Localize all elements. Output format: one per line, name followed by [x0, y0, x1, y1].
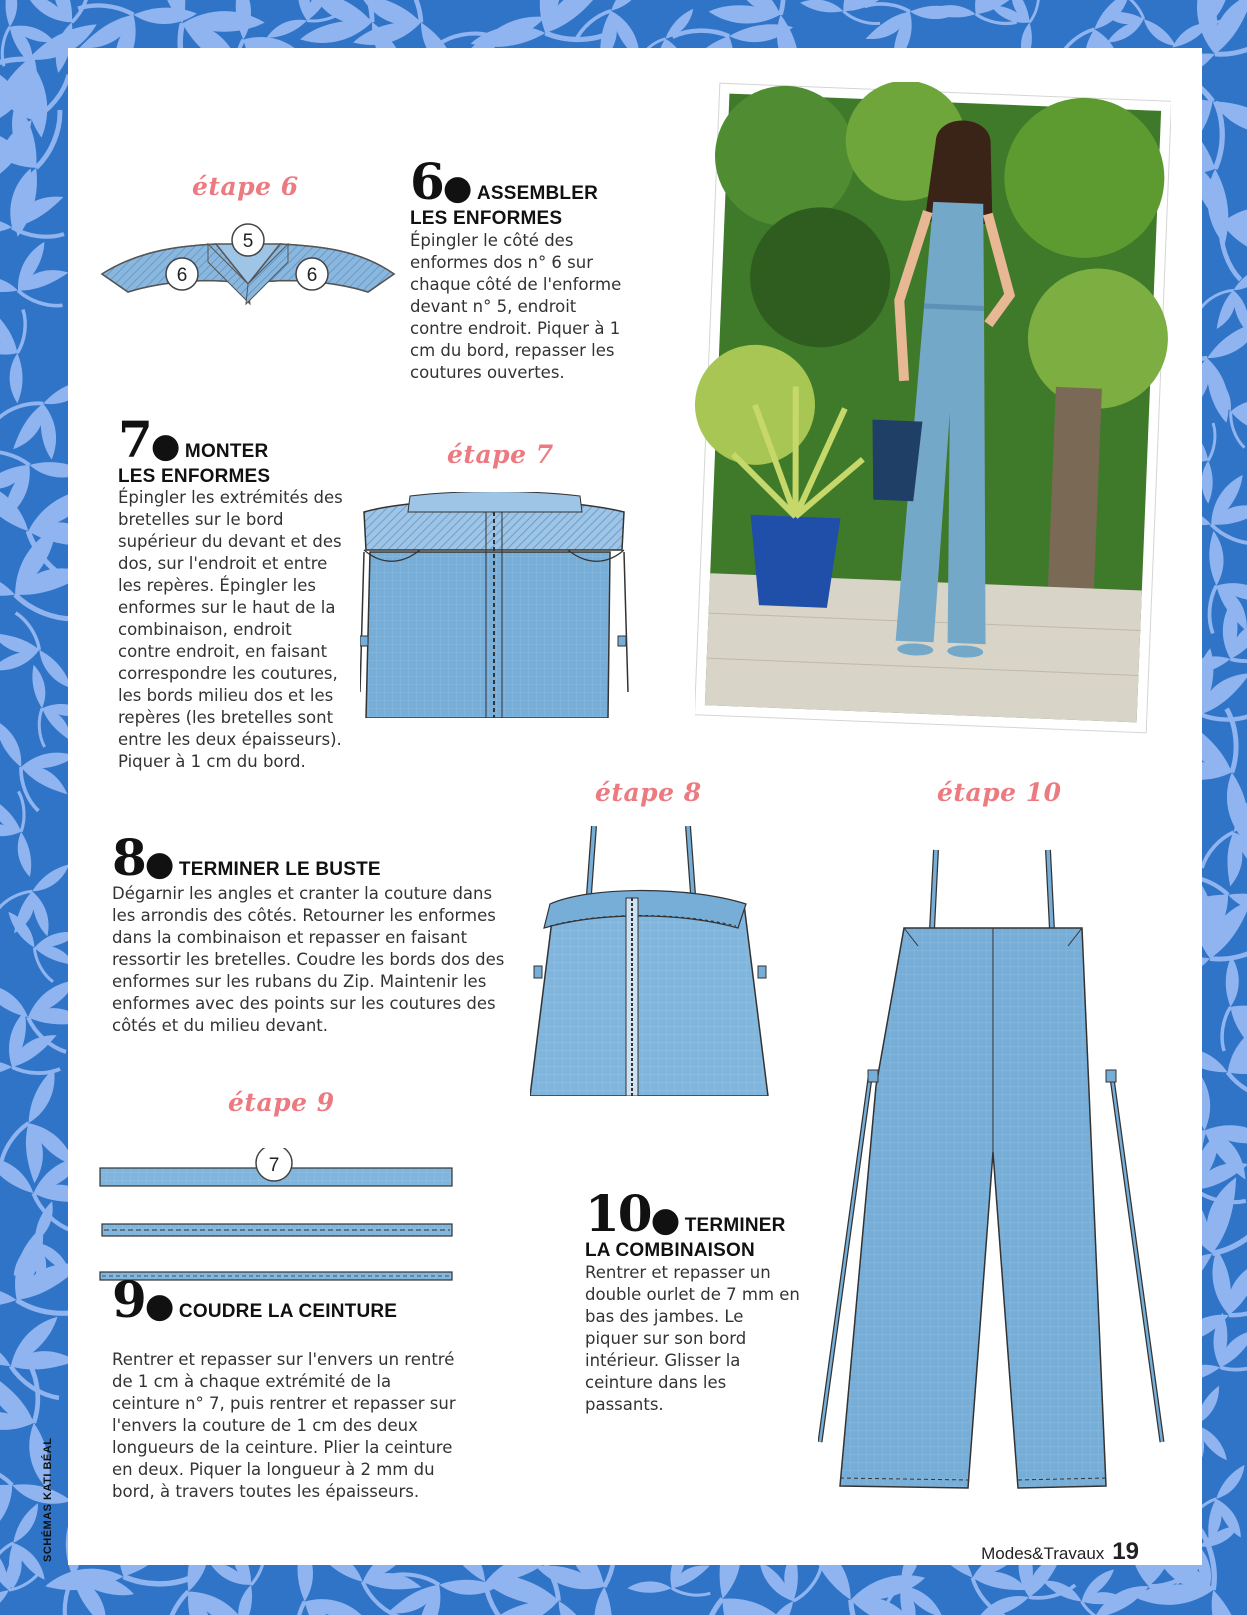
etape-7-label: étape 7: [447, 440, 554, 469]
etape-8-label: étape 8: [595, 778, 702, 807]
step-8-heading: 8● TERMINER LE BUSTE: [112, 828, 381, 887]
etape-9-label: étape 9: [228, 1088, 335, 1117]
step-10-title-line2: LA COMBINAISON: [585, 1240, 755, 1261]
page-footer: [981, 1538, 1139, 1566]
etape-6-label: étape 6: [192, 172, 299, 201]
step-6-heading: 6● ASSEMBLER LES ENFORMES: [410, 152, 599, 229]
page-number: 19: [1112, 1538, 1139, 1565]
step-6-diagram: [100, 222, 396, 322]
step-6-title-line2: LES ENFORMES: [410, 208, 563, 229]
step-10-text: Rentrer et repasser un double ourlet de 7 mm en bas des jambes. Le piquer sur son bord intérieur. Glisser la ceinture dans les passants.: [585, 1263, 800, 1414]
step-8-diagram: [530, 826, 770, 1096]
etape-10-label: étape 10: [937, 778, 1062, 807]
piece-7-label: 7: [268, 1155, 280, 1176]
step-6-title-line1: ASSEMBLER: [476, 183, 599, 204]
step-10-diagram: [818, 846, 1168, 1516]
illustration-credit: SCHÉMAS KATI BÉAL: [42, 1437, 54, 1562]
step-8-number: 8: [112, 828, 145, 887]
step-7-title-line2: LES ENFORMES: [118, 466, 271, 487]
jumpsuit-photo: [695, 82, 1171, 734]
magazine-name: Modes&Travaux: [981, 1544, 1105, 1563]
step-10-number: 10: [585, 1184, 651, 1243]
step-7-diagram: [360, 492, 630, 718]
step-6-number: 6: [410, 152, 443, 211]
step-9-heading: 9● COUDRE LA CEINTURE: [112, 1270, 398, 1329]
step-8-text: Dégarnir les angles et cranter la couture dans les arrondis des côtés. Retourner les enformes dans la combinaison et repasser en faisant ressortir les bretelles. Coudre les bords dos des enformes sur les rubans du Zip. Maintenir les enformes avec des points sur les coutures des côtés et du milieu devant.: [112, 884, 505, 1035]
step-7-number: 7: [118, 410, 151, 469]
step-9-diagram: [98, 1148, 458, 1288]
step-9-number: 9: [112, 1270, 145, 1329]
step-6-text: Épingler le côté des enformes dos n° 6 sur chaque côté de l'enforme devant n° 5, endroit contre endroit. Piquer à 1 cm du bord, repasser les coutures ouvertes.: [410, 231, 622, 382]
step-7-text: Épingler les extrémités des bretelles sur le bord supérieur du devant et des dos, sur l'endroit et entre les repères. Épingler les enformes sur le haut de la combinaison, endroit contre endroit, en faisant correspondre les coutures, les bords milieu dos et les repères (les bretelles sont entre les deux épaisseurs). Piquer à 1 cm du bord.: [118, 488, 343, 771]
step-9-title: COUDRE LA CEINTURE: [178, 1301, 398, 1322]
step-7-title-line1: MONTER: [184, 441, 269, 462]
step-7-heading: 7● MONTER LES ENFORMES: [118, 410, 271, 487]
piece-6-label-right: 6: [306, 265, 318, 286]
step-10-title-line1: TERMINER: [684, 1215, 786, 1236]
step-9-text: Rentrer et repasser sur l'envers un rentré de 1 cm à chaque extrémité de la ceinture n° 7, puis rentrer et repasser sur l'envers la couture de 1 cm des deux longueurs de la ceinture. Plier la ceinture en deux. Piquer la longueur à 2 mm du bord, à travers toutes les épaisseurs.: [112, 1350, 456, 1501]
piece-6-label-left: 6: [176, 265, 188, 286]
step-10-heading: 10● TERMINER LA COMBINAISON: [585, 1184, 786, 1261]
piece-5-label: 5: [242, 231, 254, 252]
step-8-title: TERMINER LE BUSTE: [178, 859, 381, 880]
